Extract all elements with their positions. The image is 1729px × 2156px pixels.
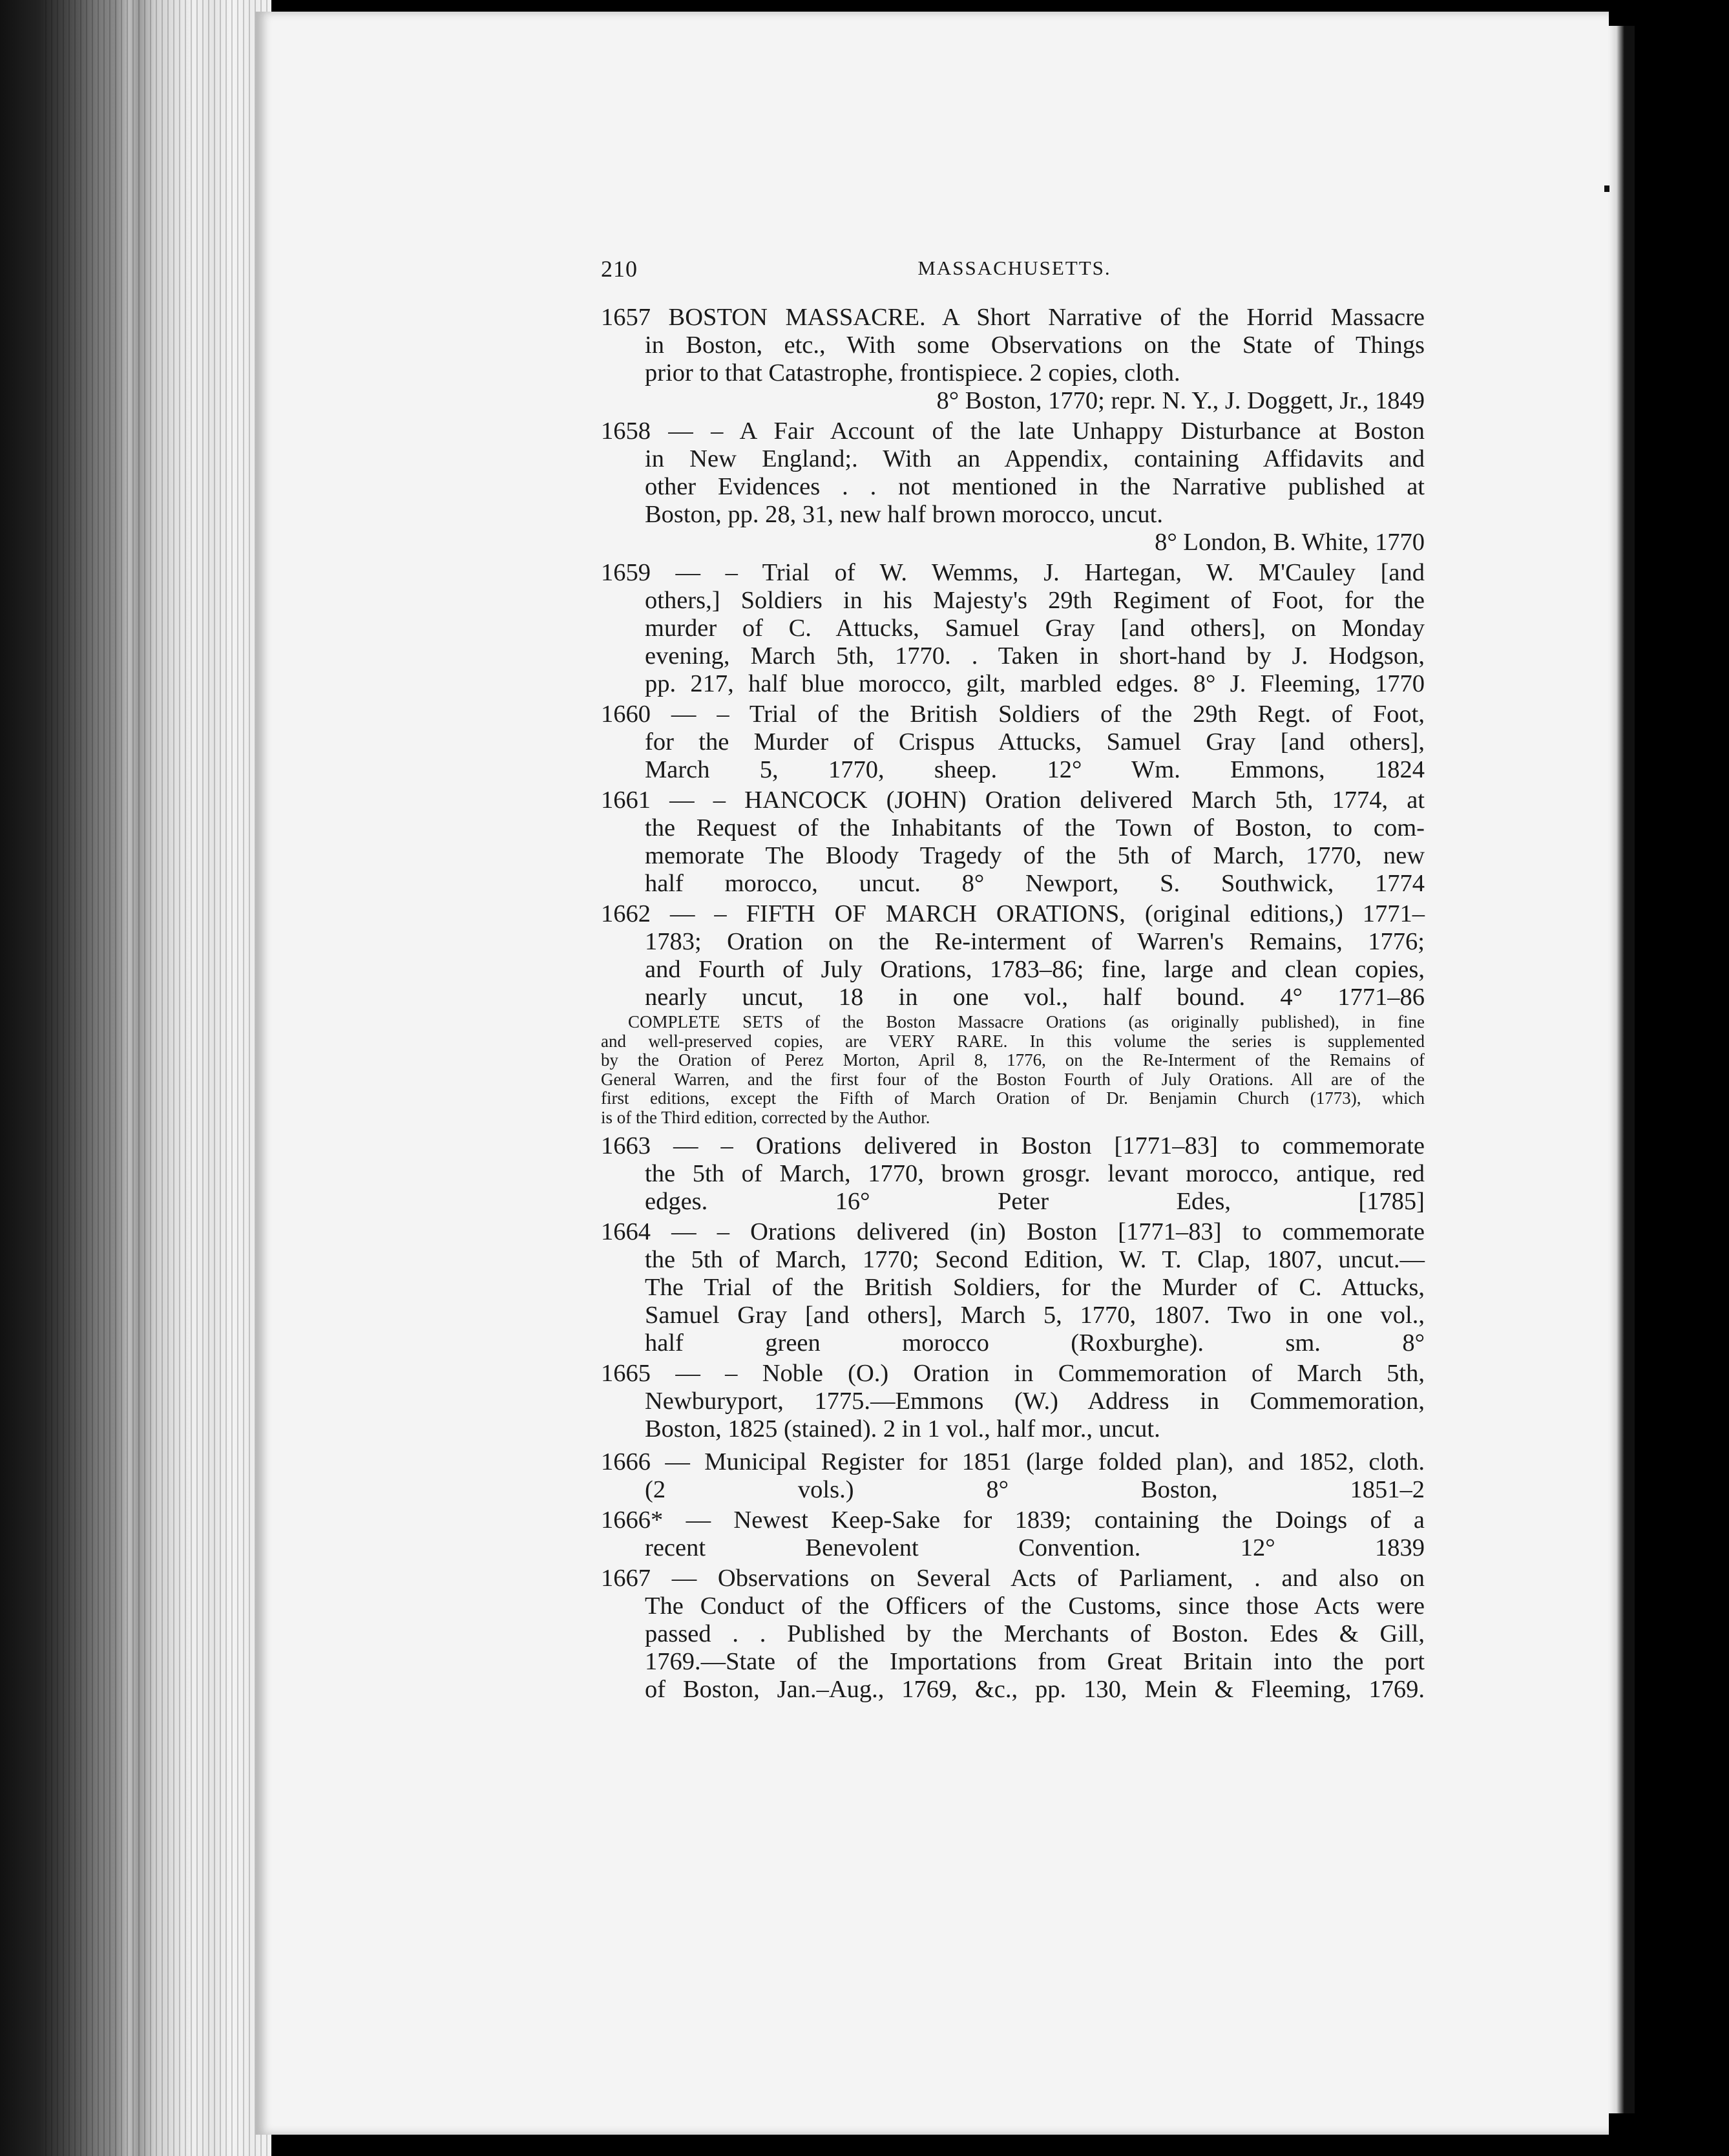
entry-line: passed . . Published by the Merchants of Boston. Edes & Gill,: [645, 1620, 1425, 1647]
note-line: first editions, except the Fifth of March Oration of Dr. Benjamin Church (1773), which: [601, 1088, 1425, 1108]
entry-line: 1666* — Newest Keep-Sake for 1839; containing the Doings of a: [601, 1506, 1425, 1534]
entry-line: for the Murder of Crispus Attucks, Samuel Gray [and others],: [645, 728, 1425, 756]
note-line: COMPLETE SETS of the Boston Massacre Orations (as originally published), in fine: [628, 1012, 1425, 1031]
entry-1659: [601, 559, 1425, 698]
entry-line: 1662 — – FIFTH OF MARCH ORATIONS, (original editions,) 1771–: [601, 900, 1425, 927]
entry-line: pp. 217, half blue morocco, gilt, marbled edges. 8° J. Fleeming, 1770: [645, 670, 1425, 697]
entry-line: in New England;. With an Appendix, containing Affidavits and: [645, 445, 1425, 472]
entry-line: 1659 — – Trial of W. Wemms, J. Hartegan, W. M'Cauley [and: [601, 559, 1425, 586]
entry-line: memorate The Bloody Tragedy of the 5th of March, 1770, new: [645, 842, 1425, 869]
entry-1657: [601, 304, 1425, 415]
entry-line: the 5th of March, 1770, brown grosgr. levant morocco, antique, red: [645, 1160, 1425, 1187]
entry-line: the 5th of March, 1770; Second Edition, W. T. Clap, 1807, uncut.—: [645, 1246, 1425, 1273]
running-head: MASSACHUSETTS.: [917, 257, 1111, 279]
entry-line: Boston, 1825 (stained). 2 in 1 vol., half mor., uncut.: [645, 1415, 1160, 1443]
page-gutter: [1609, 26, 1635, 2113]
entry-line: the Request of the Inhabitants of the Town of Boston, to com-: [645, 814, 1425, 841]
entry-1666-star: [601, 1506, 1425, 1562]
entry-1666: [601, 1448, 1425, 1504]
entry-line: 1667 — Observations on Several Acts of Parliament, . and also on: [601, 1565, 1425, 1592]
entry-1665: [601, 1360, 1425, 1443]
entry-1658: [601, 417, 1425, 556]
entry-line: half morocco, uncut. 8° Newport, S. Southwick, 1774: [645, 870, 1425, 897]
entry-imprint: 8° London, B. White, 1770: [1155, 529, 1425, 556]
entry-note: [601, 1013, 1425, 1127]
entry-line: 1666 — Municipal Register for 1851 (large folded plan), and 1852, cloth.: [601, 1448, 1425, 1475]
entry-line: murder of C. Attucks, Samuel Gray [and others], on Monday: [645, 615, 1425, 642]
entry-line: 1663 — – Orations delivered in Boston [1771–83] to commemorate: [601, 1132, 1425, 1159]
entry-line: 1657 BOSTON MASSACRE. A Short Narrative of the Horrid Massacre: [601, 304, 1425, 331]
entry-1667: [601, 1565, 1425, 1704]
page-header: [601, 255, 1428, 286]
note-line: General Warren, and the first four of the Boston Fourth of July Orations. All are of the: [601, 1069, 1425, 1089]
entry-imprint: 8° Boston, 1770; repr. N. Y., J. Doggett, Jr., 1849: [936, 387, 1425, 414]
entry-line: of Boston, Jan.–Aug., 1769, &c., pp. 130, Mein & Fleeming, 1769.: [645, 1676, 1425, 1703]
entry-line: Newburyport, 1775.—Emmons (W.) Address in Commemoration,: [645, 1388, 1425, 1415]
entry-line: other Evidences . . not mentioned in the Narrative published at: [645, 473, 1425, 500]
entry-line: Samuel Gray [and others], March 5, 1770, 1807. Two in one vol.,: [645, 1302, 1425, 1329]
entry-line: prior to that Catastrophe, frontispiece. 2 copies, cloth.: [645, 359, 1180, 386]
entry-1661: [601, 787, 1425, 898]
entry-line: The Trial of the British Soldiers, for the Murder of C. Attucks,: [645, 1274, 1425, 1301]
entry-line: 1665 — – Noble (O.) Oration in Commemoration of March 5th,: [601, 1360, 1425, 1387]
entry-1662: [601, 900, 1425, 1127]
entry-1664: [601, 1218, 1425, 1357]
entry-line: The Conduct of the Officers of the Customs, since those Acts were: [645, 1592, 1425, 1620]
note-line: and well-preserved copies, are VERY RARE. In this volume the series is supplemented: [601, 1031, 1425, 1051]
catalogue-entries: [601, 304, 1425, 1706]
entry-line: 1769.—State of the Importations from Great Britain into the port: [645, 1648, 1425, 1675]
entry-line: in Boston, etc., With some Observations on the State of Things: [645, 332, 1425, 359]
entry-1663: [601, 1132, 1425, 1216]
entry-line: recent Benevolent Convention. 12° 1839: [645, 1534, 1425, 1561]
entry-line: and Fourth of July Orations, 1783–86; fine, large and clean copies,: [645, 956, 1425, 983]
entry-line: Boston, pp. 28, 31, new half brown morocco, uncut.: [645, 501, 1163, 528]
entry-line: 1661 — – HANCOCK (JOHN) Oration delivered March 5th, 1774, at: [601, 787, 1425, 814]
note-line: is of the Third edition, corrected by the Author.: [601, 1107, 930, 1127]
entry-line: evening, March 5th, 1770. . Taken in short-hand by J. Hodgson,: [645, 642, 1425, 670]
entry-line: nearly uncut, 18 in one vol., half bound. 4° 1771–86: [645, 984, 1425, 1011]
page-number: 210: [601, 256, 638, 282]
entry-line: edges. 16° Peter Edes, [1785]: [645, 1188, 1425, 1215]
entry-1660: [601, 701, 1425, 784]
entry-line: 1783; Oration on the Re-interment of Warren's Remains, 1776;: [645, 928, 1425, 955]
entry-line: 1658 — – A Fair Account of the late Unhappy Disturbance at Boston: [601, 417, 1425, 445]
entry-line: (2 vols.) 8° Boston, 1851–2: [645, 1476, 1425, 1503]
entry-line: half green morocco (Roxburghe). sm. 8°: [645, 1329, 1425, 1357]
book-page-edges: [0, 0, 271, 2156]
entry-line: March 5, 1770, sheep. 12° Wm. Emmons, 1824: [645, 756, 1425, 783]
entry-line: 1660 — – Trial of the British Soldiers of the 29th Regt. of Foot,: [601, 701, 1425, 728]
entry-line: 1664 — – Orations delivered (in) Boston [1771–83] to commemorate: [601, 1218, 1425, 1245]
page-mark: [1604, 185, 1609, 192]
note-line: by the Oration of Perez Morton, April 8, 1776, on the Re-Interment of the Remains of: [601, 1050, 1425, 1070]
entry-line: others,] Soldiers in his Majesty's 29th Regiment of Foot, for the: [645, 587, 1425, 614]
